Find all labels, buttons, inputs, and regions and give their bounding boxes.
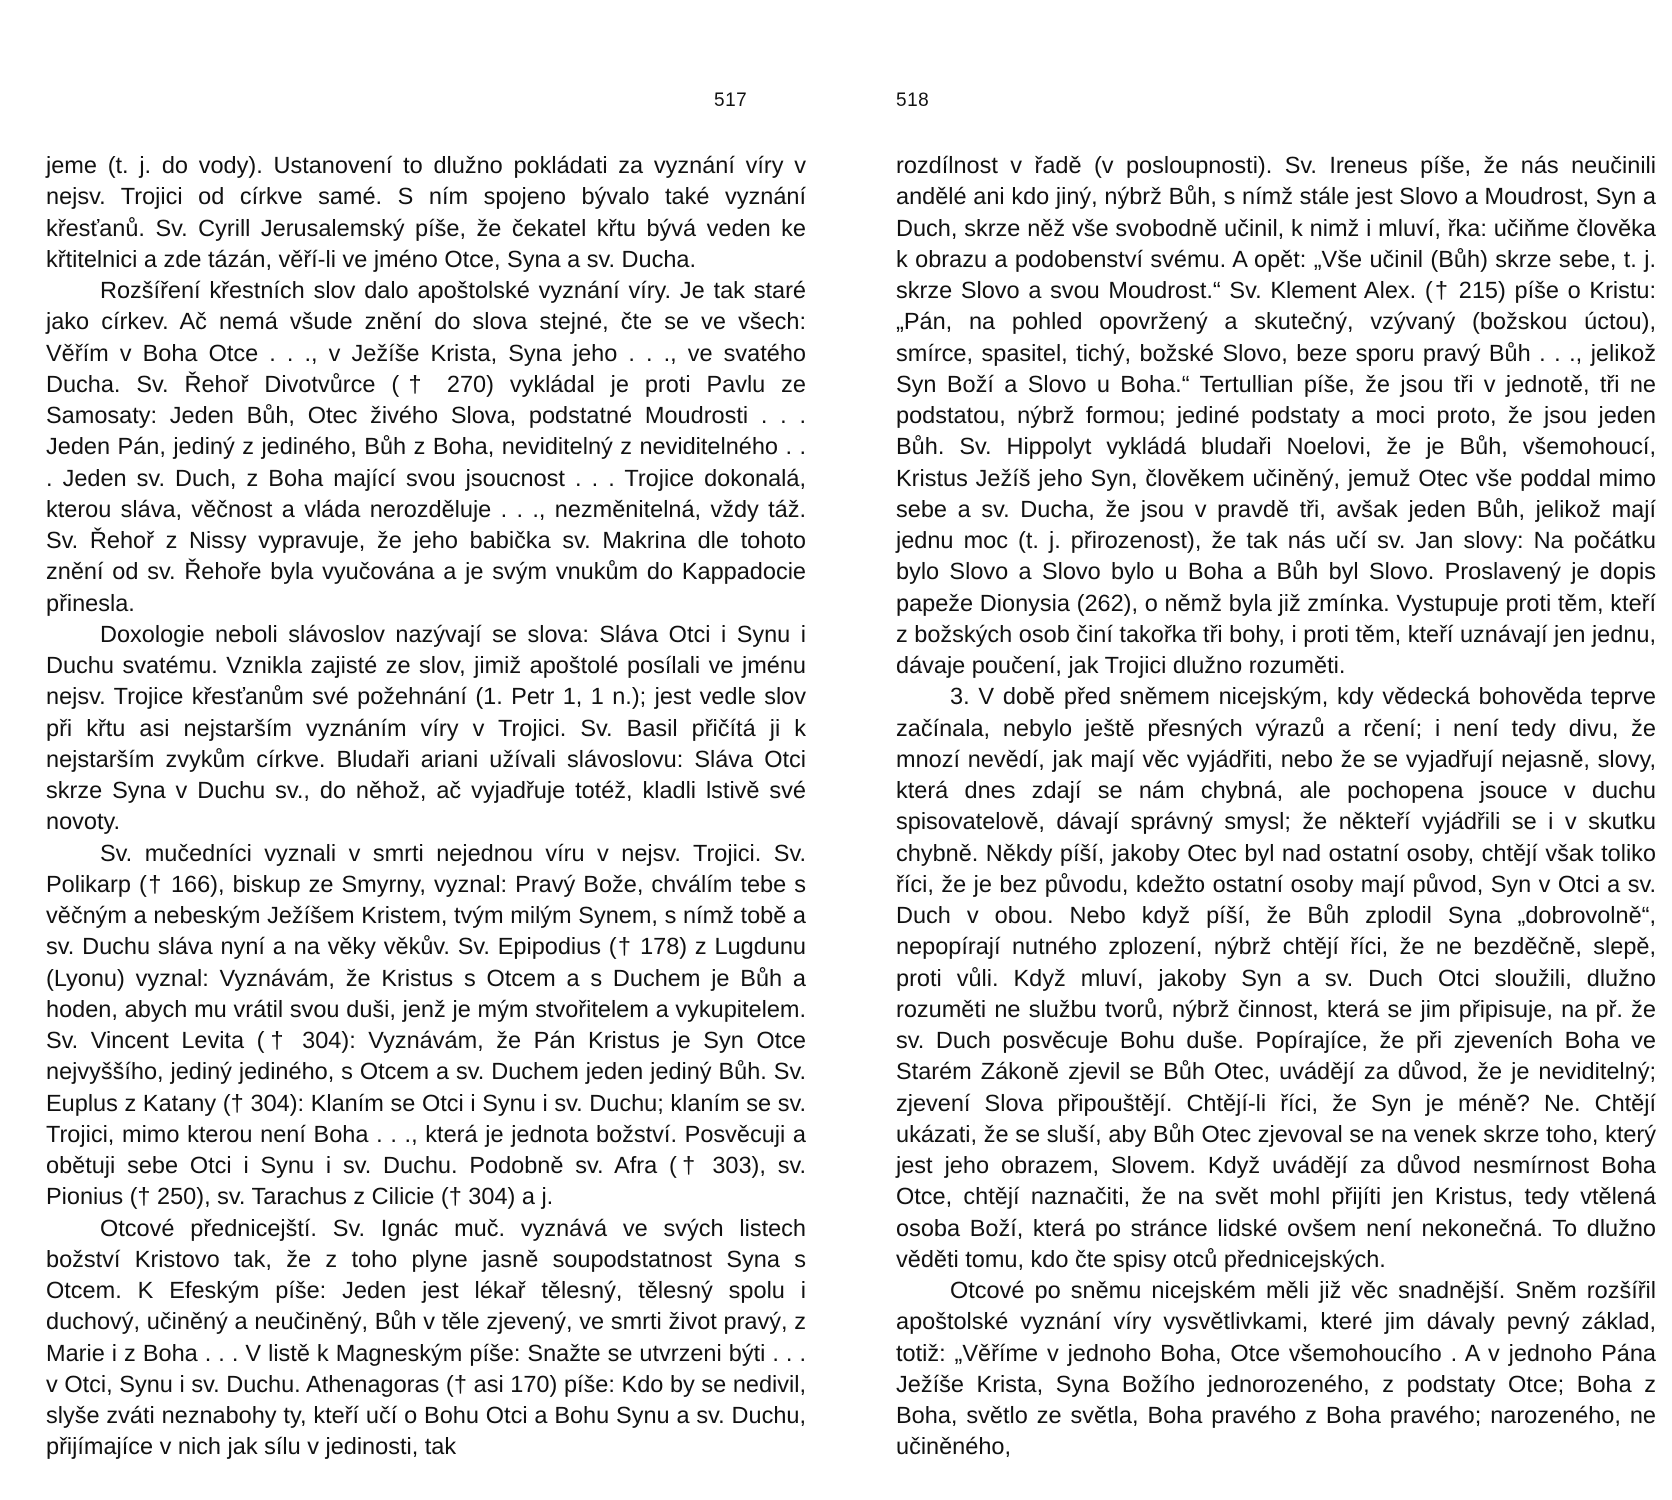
paragraph: Doxologie neboli slávoslov nazývají se slova: Sláva Otci i Synu i Duchu svatému. Vznikla zajisté ze slov, jimiž apoštolé posílali ve jménu nejsv. Trojice křesťanům své požehnání (1. Petr 1, 1 n.); jest vedle slov při křtu asi nejstarším vyznáním víry v Trojici. Sv. Basil přičítá ji k nejstarším zvykům církve. Bludaři ariani užívali slávoslovu: Sláva Otci skrze Syna v Duchu sv., do něhož, ač vyjadřuje totéž, kladli lstivě své novoty. <box>46 620 806 835</box>
left-page-text <box>46 150 806 1463</box>
paragraph: jeme (t. j. do vody). Ustanovení to dlužno pokládati za vyznání víry v nejsv. Trojici od církve samé. S ním spojeno bývalo také vyznání křesťanů. Sv. Cyrill Jerusalemský píše, že čekatel křtu bývá veden ke křtitelnici a zde tázán, věří-li ve jméno Otce, Syna a sv. Ducha. <box>46 152 806 272</box>
paragraph: rozdílnost v řadě (v posloupnosti). Sv. Ireneus píše, že nás neučinili andělé ani kdo jiný, nýbrž Bůh, s nímž stále jest Slovo a Moudrost, Syn a Duch, skrze něž vše svobodně učinil, k nimž i mluví, řka: učiňme člověka k obrazu a podobenství svému. A opět: „Vše učinil (Bůh) skrze sebe, t. j. skrze Slovo a svou Moudrost.“ Sv. Klement Alex. († 215) píše o Kristu: „Pán, na pohled opovržený a skutečný, vzývaný (božskou úctou), smírce, spasitel, tichý, božské Slovo, beze sporu pravý Bůh . . ., jelikož Syn Boží a Slovo u Boha.“ Tertullian píše, že jsou tři v jednotě, tři ne podstatou, nýbrž formou; jediné podstaty a moci proto, že jsou jeden Bůh. Sv. Hippolyt vykládá bludaři Noelovi, že je Bůh, všemohoucí, Kristus Ježíš jeho Syn, člověkem učiněný, jemuž Otec vše poddal mimo sebe a sv. Ducha, že jsou v pravdě tři, avšak jeden Bůh, jelikož mají jednu moc (t. j. přirozenost), že tak nás učí sv. Jan slovy: Na počátku bylo Slovo a Slovo bylo u Boha a Bůh byl Slovo. Proslavený je dopis papeže Dionysia (262), o němž byla již zmínka. Vystupuje proti těm, kteří z božských osob činí takořka tři bohy, i proti těm, kteří uznávají jen jednu, dávaje poučení, jak Trojici dlužno rozuměti. <box>896 152 1656 678</box>
page-number-left: 517 <box>714 90 748 111</box>
paragraph: Otcové přednicejští. Sv. Ignác muč. vyznává ve svých listech božství Kristovo tak, že z toho plyne jasně soupodstatnost Syna s Otcem. K Efeským píše: Jeden jest lékař tělesný, tělesný spolu i duchový, učiněný a neučiněný, Bůh v těle zjevený, ve smrti život pravý, z Marie i z Boha . . . V listě k Magneským píše: Snažte se utvrzeni býti . . . v Otci, Synu i sv. Duchu. Athenagoras († asi 170) píše: Kdo by se nedivil, slyše zváti neznabohy ty, kteří učí o Bohu Otci a Bohu Synu a sv. Duchu, přijímajíce v nich jak sílu v jedinosti, tak <box>46 1214 806 1460</box>
paragraph: Rozšíření křestních slov dalo apoštolské vyznání víry. Je tak staré jako církev. Ač nemá všude znění do slova stejné, čte se ve všech: Věřím v Boha Otce . . ., v Ježíše Krista, Syna jeho . . ., ve svatého Ducha. Sv. Řehoř Divotvůrce († 270) vykládal je proti Pavlu ze Samosaty: Jeden Bůh, Otec živého Slova, podstatné Moudrosti . . . Jeden Pán, jediný z jediného, Bůh z Boha, neviditelný z neviditelného . . . Jeden sv. Duch, z Boha mající svou jsoucnost . . . Trojice dokonalá, kterou sláva, věčnost a vláda nerozděluje . . ., nezměnitelná, vždy táž. Sv. Řehoř z Nissy vypravuje, že jeho babička sv. Makrina dle tohoto znění od sv. Řehoře byla vyučována a je svým vnukům do Kappadocie přinesla. <box>46 277 806 616</box>
paragraph: Sv. mučedníci vyznali v smrti nejednou víru v nejsv. Trojici. Sv. Polikarp († 166), biskup ze Smyrny, vyznal: Pravý Bože, chválím tebe s věčným a nebeským Ježíšem Kristem, tvým milým Synem, s nímž tobě a sv. Duchu sláva nyní a na věky věkův. Sv. Epipodius († 178) z Lugdunu (Lyonu) vyznal: Vyznávám, že Kristus s Otcem a s Duchem je Bůh a hoden, abych mu vrátil svou duši, jenž je mým stvořitelem a vykupitelem. Sv. Vincent Levita († 304): Vyznávám, že Pán Kristus je Syn Otce nejvyššího, jediný jediného, s Otcem a sv. Duchem jeden jediný Bůh. Sv. Euplus z Katany († 304): Klaním se Otci i Synu i sv. Duchu; klaním se sv. Trojici, mimo kterou není Boha . . ., která je jednota božství. Posvěcuji a obětuji sebe Otci i Synu i sv. Duchu. Podobně sv. Afra († 303), sv. Pionius († 250), sv. Tarachus z Cilicie († 304) a j. <box>46 839 806 1210</box>
paragraph: 3. V době před sněmem nicejským, kdy vědecká bohověda teprve začínala, nebylo ještě přesných výrazů a rčení; i není tedy divu, že mnozí nevědí, jak mají věc vyjádřiti, nebo že se vyjadřují nejasně, slovy, která dnes zdají se nám chybná, ale pochopena jsouce v duchu spisovatelově, dávají správný smysl; že někteří vyjádřili se i v skutku chybně. Někdy píší, jakoby Otec byl nad ostatní osoby, chtějí však toliko říci, že je bez původu, kdežto ostatní osoby mají původ, Syn v Otci a sv. Duch v obou. Nebo když píší, že Bůh zplodil Syna „dobrovolně“, nepopírají nutného zplození, nýbrž chtějí říci, že ne bezděčně, slepě, proti vůli. Když mluví, jakoby Syn a sv. Duch Otci sloužili, dlužno rozuměti ne službu tvorů, nýbrž činnost, která se jim připisuje, na př. že sv. Duch posvěcuje Bohu duše. Popírajíce, že při zjeveních Boha ve Starém Zákoně zjevil se Bůh Otec, uvádějí za důvod, že je neviditelný; zjevení Slova připouštějí. Chtějí-li říci, že Syn je méně? Ne. Chtějí ukázati, že se sluší, aby Bůh Otec zjevoval se na venek skrze toho, který jest jeho obrazem, Slovem. Když uvádějí za důvod nesmírnost Boha Otce, chtějí naznačiti, že na svět mohl přijíti jen Kristus, tedy vtělená osoba Boží, která po stránce lidské ovšem není nekonečná. To dlužno věděti tomu, kdo čte spisy otců přednicejských. <box>896 683 1656 1272</box>
paragraph: Otcové po sněmu nicejském měli již věc snadnější. Sněm rozšířil apoštolské vyznání víry vysvětlivkami, které jim dávaly pevný základ, totiž: „Věříme v jednoho Boha, Otce všemohoucího . A v jednoho Pána Ježíše Krista, Syna Božího jednorozeného, z podstaty Otce; Boha z Boha, světlo ze světla, Boha pravého z Boha pravého; narozeného, ne učiněného, <box>896 1277 1656 1460</box>
right-page-text <box>896 150 1656 1463</box>
page-number-right: 518 <box>896 90 930 111</box>
